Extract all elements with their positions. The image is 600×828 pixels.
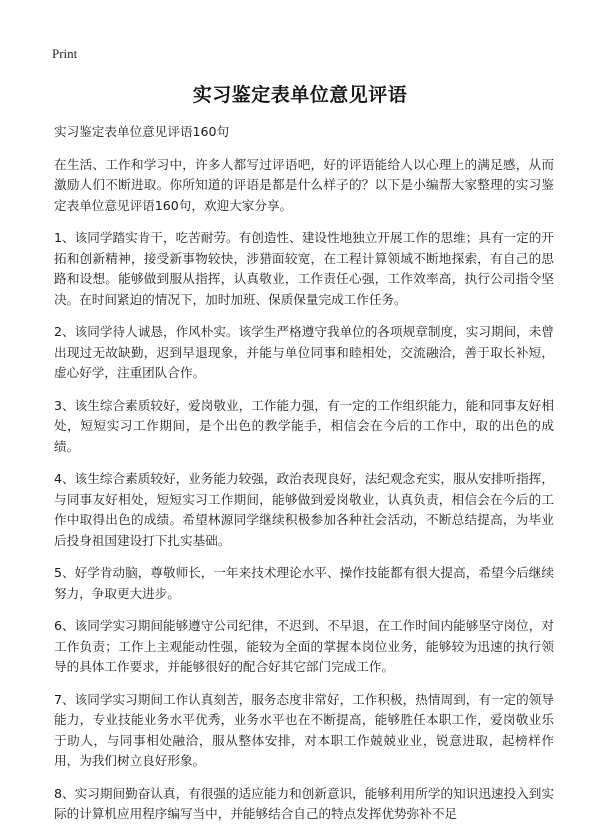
document-subtitle: 实习鉴定表单位意见评语160句 <box>54 124 230 139</box>
comment-paragraph-1: 1、该同学踏实肯干，吃苦耐劳。有创造性、建设性地独立开展工作的思维；具有一定的开拓和创新精神，接受新事物较快，涉猎面较宽，在工程计算领域不断地探索，有自己的思路和设想。能够做到服从指挥，认真敬业，工作责任心强，工作效率高，执行公司指令坚决。在时间紧迫的情况下，加时加班、保质保量完成工作任务。 <box>54 230 554 307</box>
comment-paragraph-2: 2、该同学待人诚恳，作风朴实。该学生严格遵守我单位的各项规章制度，实习期间，未曾出现过无故缺勤，迟到早退现象，并能与单位同事和睦相处，交流融洽，善于取长补短，虚心好学，注重团队合作。 <box>54 324 554 380</box>
comment-paragraph-5: 5、好学肯动脑，尊敬师长，一年来技术理论水平、操作技能都有很大提高，希望今后继续努力，争取更大进步。 <box>54 565 554 601</box>
document-title: 实习鉴定表单位意见评语 <box>192 84 408 106</box>
comment-paragraph-4: 4、该生综合素质较好，业务能力较强，政治表现良好，法纪观念充实，服从安排听指挥，与同事友好相处，短短实习工作期间，能够做到爱岗敬业，认真负责，相信会在今后的工作中取得出色的成绩。希望林源同学继续积极参加各种社会活动，不断总结提高，为毕业后投身祖国建设打下扎实基础。 <box>54 471 554 548</box>
comment-paragraph-7: 7、该同学实习期间工作认真刻苦，服务态度非常好，工作积极，热情周到，有一定的领导能力，专业技能业务水平优秀，业务水平也在不断提高，能够胜任本职工作，爱岗敬业乐于助人，与同事相处融洽，服从整体安排，对本职工作兢兢业业，锐意进取，起榜样作用，为我们树立良好形象。 <box>54 691 554 768</box>
comment-paragraph-6: 6、该同学实习期间能够遵守公司纪律，不迟到、不早退，在工作时间内能够坚守岗位，对工作负责；工作上主观能动性强，能较为全面的掌握本岗位业务，能够较为迅速的执行领导的具体工作要求，并能够很好的配合好其它部门完成工作。 <box>54 618 554 674</box>
document-body <box>54 122 554 828</box>
print-link[interactable]: Print <box>52 46 78 61</box>
comment-paragraph-3: 3、该生综合素质较好，爱岗敬业，工作能力强，有一定的工作组织能力，能和同事友好相处，短短实习工作期间，是个出色的教学能手，相信会在今后的工作中，取的出色的成绩。 <box>54 397 554 454</box>
intro-paragraph: 在生活、工作和学习中，许多人都写过评语吧，好的评语能给人以心理上的满足感，从而激励人们不断进取。你所知道的评语是都是什么样子的？以下是小编帮大家整理的实习鉴定表单位意见评语160句，欢迎大家分享。 <box>54 156 554 213</box>
comment-paragraph-8: 8、实习期间勤奋认真，有很强的适应能力和创新意识，能够利用所学的知识迅速投入到实际的计算机应用程序编写当中，并能够结合自己的特点发挥优势弥补不足 <box>54 785 554 821</box>
